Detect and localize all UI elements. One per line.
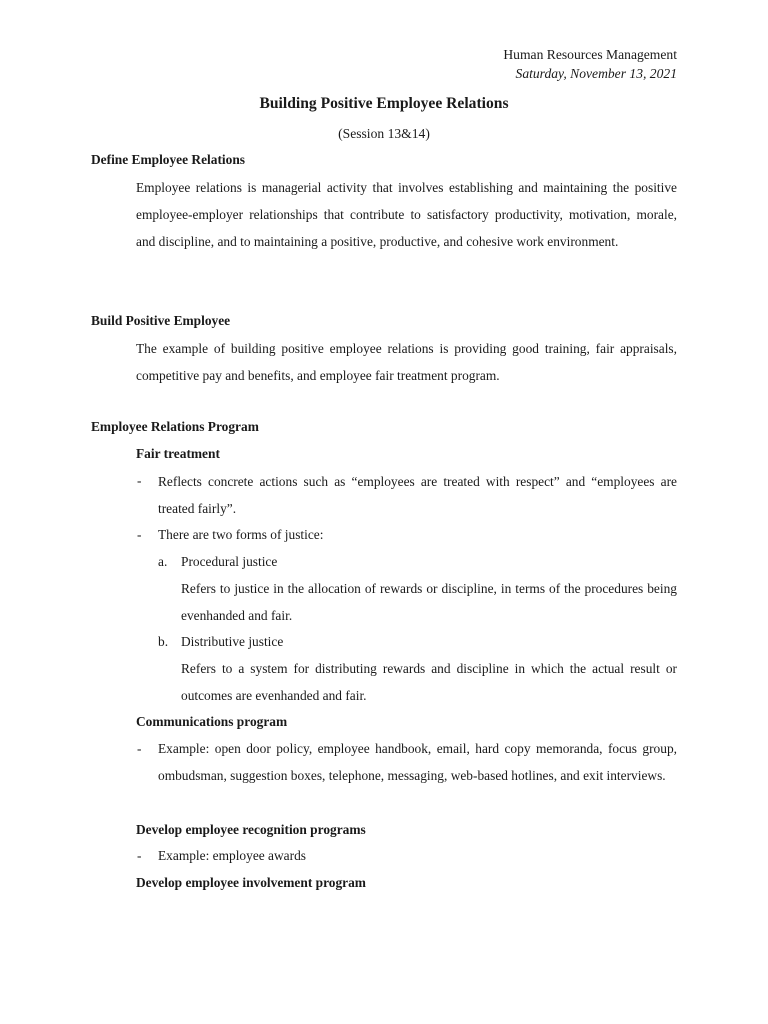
section-heading-program: Employee Relations Program	[91, 419, 259, 434]
fair-treatment-bullet-1: Reflects concrete actions such as “employees are treated with respect” and “employees are treated fairly”.	[158, 474, 677, 516]
distributive-justice-title: Distributive justice	[181, 634, 284, 649]
bullet-dash: -	[137, 741, 142, 756]
document-title: Building Positive Employee Relations	[259, 95, 509, 112]
fair-treatment-bullet-2: There are two forms of justice:	[158, 527, 324, 542]
recognition-bullet: Example: employee awards	[158, 848, 306, 863]
procedural-justice-title: Procedural justice	[181, 554, 278, 569]
procedural-justice-body: Refers to justice in the allocation of rewards or discipline, in terms of the procedures being evenhanded and fair.	[181, 581, 677, 623]
distributive-justice-body: Refers to a system for distributing rewards and discipline in which the actual result or outcomes are evenhanded and fair.	[181, 661, 677, 703]
bullet-dash: -	[137, 473, 142, 488]
section-body-build: The example of building positive employee relations is providing good training, fair appraisals, competitive pay and benefits, and employee fair treatment program.	[136, 341, 677, 383]
subheading-recognition: Develop employee recognition programs	[136, 822, 366, 837]
communications-bullet: Example: open door policy, employee handbook, email, hard copy memoranda, focus group, ombudsman, suggestion boxes, telephone, messaging, web-based hotlines, and exit interviews.	[158, 741, 677, 783]
course-name: Human Resources Management	[503, 47, 677, 62]
section-body-define: Employee relations is managerial activity that involves establishing and maintaining the positive employee-employer relationships that contribute to satisfactory productivity, motivation, morale, and discipline, and to maintaining a positive, productive, and cohesive work environment.	[136, 180, 677, 249]
subheading-communications: Communications program	[136, 714, 288, 729]
document-date: Saturday, November 13, 2021	[515, 66, 677, 81]
section-heading-build: Build Positive Employee	[91, 313, 231, 328]
bullet-dash: -	[137, 848, 142, 863]
bullet-dash: -	[137, 527, 142, 542]
list-marker-b: b.	[158, 634, 169, 649]
section-heading-define: Define Employee Relations	[91, 152, 245, 167]
subheading-fair-treatment: Fair treatment	[136, 446, 220, 461]
document-subtitle: (Session 13&14)	[338, 126, 430, 141]
subheading-involvement: Develop employee involvement program	[136, 875, 366, 890]
list-marker-a: a.	[158, 554, 168, 569]
